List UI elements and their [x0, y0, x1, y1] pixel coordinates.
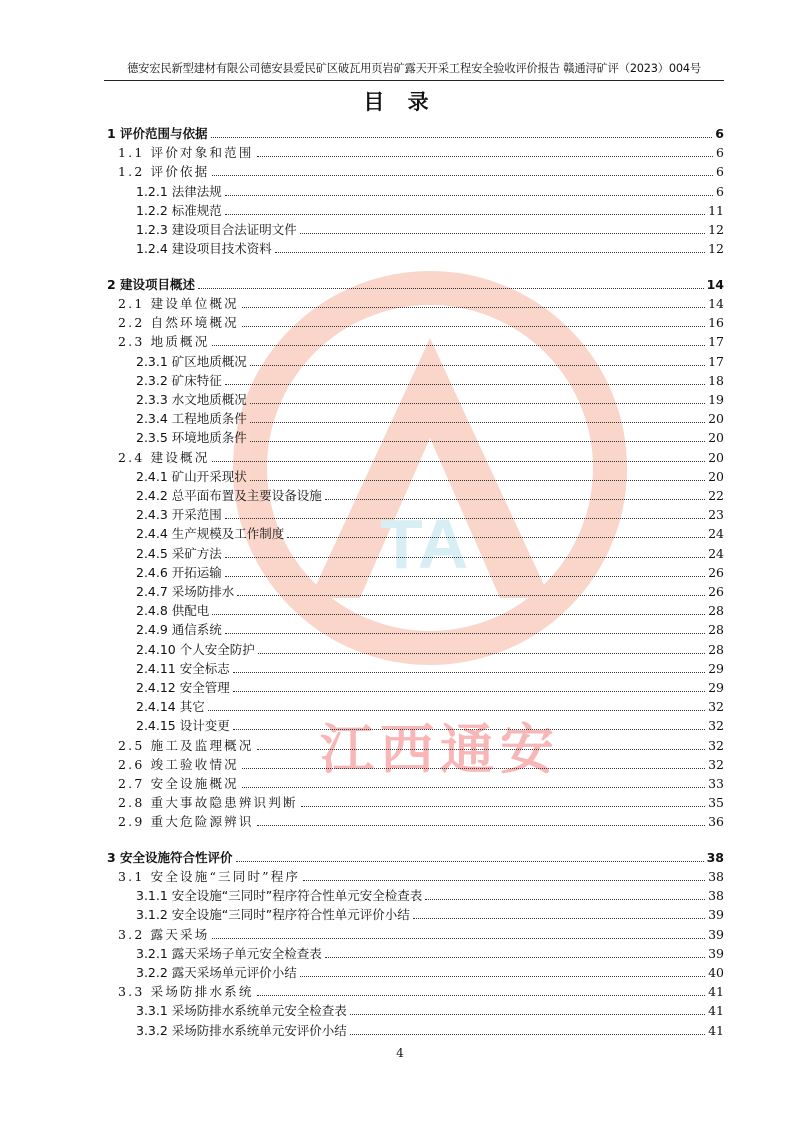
toc-entry-page: 29 [708, 679, 724, 695]
toc-entry-page: 17 [708, 353, 724, 369]
toc-leader-dots [350, 1014, 705, 1015]
toc-entry[interactable] [104, 467, 724, 485]
toc-entry-page: 26 [708, 583, 724, 599]
toc-leader-dots [236, 861, 704, 862]
toc-leader-dots [325, 957, 705, 958]
toc-entry-page: 38 [708, 869, 724, 885]
toc-entry-page: 20 [708, 468, 724, 484]
toc-entry-label: 2.3.1 矿区地质概况 [136, 353, 247, 369]
toc-entry-label: 2.4.15 设计变更 [136, 718, 230, 734]
toc-entry-label: 2.6 竣工验收情况 [118, 756, 239, 772]
toc-entry-label: 2.1 建设单位概况 [118, 295, 239, 311]
toc-entry-page: 20 [708, 430, 724, 446]
toc-entry-page: 32 [708, 756, 724, 772]
watermark-letters: TA [380, 505, 469, 583]
toc-entry[interactable] [104, 143, 724, 161]
toc-entry[interactable] [104, 1021, 724, 1039]
toc-entry-page: 20 [708, 411, 724, 427]
toc-entry-label: 3.3.1 采场防排水系统单元安全检查表 [136, 1003, 347, 1019]
toc-entry-page: 24 [708, 545, 724, 561]
toc-leader-dots [325, 499, 705, 500]
toc-entry[interactable] [104, 944, 724, 962]
toc-entry-page: 14 [708, 295, 724, 311]
toc-entry[interactable] [104, 678, 724, 696]
page-number: 4 [396, 1046, 404, 1060]
toc-entry-page: 19 [708, 391, 724, 407]
toc-leader-dots [242, 326, 705, 327]
toc-entry-page: 40 [708, 965, 724, 981]
toc-leader-dots [225, 633, 705, 634]
toc-leader-dots [225, 195, 713, 196]
toc-entry-label: 2.3 地质概况 [118, 334, 210, 350]
toc-entry-label: 3.2 露天采场 [118, 926, 210, 942]
toc-entry[interactable] [104, 716, 724, 734]
toc-entry[interactable] [104, 582, 724, 600]
toc-entry-label: 2.7 安全设施概况 [118, 775, 239, 791]
toc-leader-dots [233, 691, 705, 692]
toc-leader-dots [212, 614, 705, 615]
toc-entry-label: 3.3 采场防排水系统 [118, 984, 254, 1000]
toc-entry[interactable] [104, 544, 724, 562]
toc-entry-label: 2.2 自然环境概况 [118, 315, 239, 331]
toc-entry-label: 3.3.2 采场防排水系统单元安评价小结 [136, 1022, 347, 1038]
toc-entry[interactable] [104, 905, 724, 923]
toc-leader-dots [211, 137, 713, 138]
toc-entry-page: 35 [708, 795, 724, 811]
toc-leader-dots [212, 938, 705, 939]
toc-leader-dots [198, 288, 704, 289]
toc-entry[interactable] [104, 239, 724, 257]
toc-entry[interactable] [104, 448, 724, 466]
toc-entry-label: 2.4.14 其它 [136, 699, 205, 715]
toc-entry-page: 26 [708, 564, 724, 580]
toc-entry-page: 23 [708, 507, 724, 523]
toc-entry[interactable] [104, 275, 724, 293]
toc-entry[interactable] [104, 793, 724, 811]
toc-leader-dots [258, 653, 705, 654]
toc-entry[interactable] [104, 886, 724, 904]
toc-entry[interactable] [104, 294, 724, 312]
toc-leader-dots [250, 422, 705, 423]
toc-entry-page: 20 [708, 449, 724, 465]
toc-entry[interactable] [104, 390, 724, 408]
toc-leader-dots [413, 918, 705, 919]
toc-entry[interactable] [104, 428, 724, 446]
toc-leader-dots [303, 880, 705, 881]
toc-leader-dots [208, 710, 705, 711]
running-header: 德安宏民新型建材有限公司德安县爱民矿区破瓦用页岩矿露天开采工程安全验收评价报告 赣通浔矿评（2023）004号 [104, 58, 724, 81]
toc-entry[interactable] [104, 201, 724, 219]
toc-entry-label: 2.4 建设概况 [118, 449, 210, 465]
toc-entry[interactable] [104, 755, 724, 773]
toc-entry-label: 1 评价范围与依据 [107, 126, 208, 141]
toc-entry-page: 38 [706, 849, 724, 865]
toc-leader-dots [250, 403, 705, 404]
toc-entry-label: 1.2.1 法律法规 [136, 183, 222, 199]
toc-entry-label: 2.4.10 个人安全防护 [136, 641, 255, 657]
toc-leader-dots [242, 307, 705, 308]
toc-leader-dots [257, 156, 713, 157]
toc-entry-label: 2.3.5 环境地质条件 [136, 430, 247, 446]
toc-entry-label: 3.1.2 安全设施“三同时”程序符合性单元评价小结 [136, 907, 410, 923]
toc-entry-label: 2 建设项目概述 [107, 276, 196, 292]
toc-entry[interactable] [104, 220, 724, 238]
toc-entry-label: 3.2.1 露天采场子单元安全检查表 [136, 945, 322, 961]
toc-leader-dots [257, 749, 706, 750]
toc-leader-dots [242, 768, 705, 769]
toc-entry-page: 36 [708, 814, 724, 830]
toc-leader-dots [225, 557, 705, 558]
toc-leader-dots [350, 1034, 705, 1035]
toc-entry-label: 1.2.3 建设项目合法证明文件 [136, 222, 297, 237]
toc-entry-label: 2.4.4 生产规模及工作制度 [136, 526, 285, 542]
toc-entry-label: 1.2.4 建设项目技术资料 [136, 241, 272, 257]
toc-entry[interactable] [104, 867, 724, 885]
toc-entry-page: 39 [708, 945, 724, 961]
toc-entry-label: 2.3.4 工程地质条件 [136, 411, 247, 427]
toc-leader-dots [212, 345, 705, 346]
toc-entry-page: 6 [715, 126, 724, 141]
toc-entry-page: 41 [708, 984, 724, 1000]
toc-entry-label: 2.4.7 采场防排水 [136, 583, 235, 599]
toc-entry-label: 2.4.8 供配电 [136, 603, 210, 619]
toc-entry-page: 12 [708, 222, 724, 237]
toc-entry-page: 32 [708, 718, 724, 734]
toc-entry-label: 2.4.1 矿山开采现状 [136, 468, 247, 484]
toc-entry-label: 2.4.11 安全标志 [136, 660, 230, 676]
toc-entry-page: 16 [708, 315, 724, 331]
toc-leader-dots [257, 825, 706, 826]
toc-entry-label: 2.4.12 安全管理 [136, 679, 230, 695]
toc-leader-dots [275, 252, 705, 253]
toc-entry-label: 3 安全设施符合性评价 [107, 849, 233, 865]
toc-entry-page: 33 [708, 775, 724, 791]
toc-entry[interactable] [104, 736, 724, 754]
toc-leader-dots [225, 214, 705, 215]
toc-entry[interactable] [104, 1001, 724, 1019]
toc-entry-page: 39 [708, 926, 724, 942]
toc-entry-label: 2.9 重大危险源辨识 [118, 814, 254, 830]
toc-entry-page: 12 [708, 241, 724, 257]
toc-entry[interactable] [104, 848, 724, 866]
toc-entry-page: 11 [708, 202, 724, 218]
toc-leader-dots [212, 175, 713, 176]
page-title: 目 录 [363, 90, 437, 114]
toc-entry[interactable] [104, 620, 724, 638]
toc-entry-label: 3.1.1 安全设施“三同时”程序符合性单元安全检查表 [136, 888, 423, 904]
toc-entry-label: 2.3.3 水文地质概况 [136, 391, 247, 407]
toc-entry[interactable] [104, 486, 724, 504]
toc-entry-page: 6 [716, 164, 724, 180]
toc-leader-dots [233, 672, 705, 673]
toc-entry-label: 3.1 安全设施“三同时”程序 [118, 869, 301, 885]
toc-entry[interactable] [104, 313, 724, 331]
toc-leader-dots [257, 995, 706, 996]
toc-entry-label: 2.4.9 通信系统 [136, 622, 222, 638]
toc-entry[interactable] [104, 659, 724, 677]
toc-entry[interactable] [104, 982, 724, 1000]
toc-entry[interactable] [104, 640, 724, 658]
toc-entry-label: 2.8 重大事故隐患辨识判断 [118, 795, 298, 811]
toc-leader-dots [425, 899, 705, 900]
toc-entry-page: 28 [708, 622, 724, 638]
toc-entry-page: 41 [708, 1003, 724, 1019]
toc-entry-label: 2.5 施工及监理概况 [118, 737, 254, 753]
toc-entry-page: 6 [716, 183, 724, 199]
toc-leader-dots [300, 976, 705, 977]
toc-entry[interactable] [104, 697, 724, 715]
toc-entry-label: 2.3.2 矿床特征 [136, 372, 222, 388]
toc-entry-label: 3.2.2 露天采场单元评价小结 [136, 965, 297, 981]
toc-entry-page: 28 [708, 603, 724, 619]
toc-entry[interactable] [104, 774, 724, 792]
toc-entry-page: 29 [708, 660, 724, 676]
toc-entry-page: 17 [708, 334, 724, 350]
toc-entry[interactable] [104, 812, 724, 830]
toc-entry[interactable] [104, 352, 724, 370]
toc-entry[interactable] [104, 524, 724, 542]
toc-entry[interactable] [104, 124, 724, 142]
toc-entry-page: 28 [708, 641, 724, 657]
toc-entry[interactable] [104, 925, 724, 943]
toc-entry-label: 1.2 评价依据 [118, 164, 210, 180]
toc-entry-label: 1.2.2 标准规范 [136, 202, 222, 218]
toc-entry-page: 41 [708, 1022, 724, 1038]
toc-leader-dots [242, 787, 705, 788]
toc-entry[interactable] [104, 371, 724, 389]
toc-entry-page: 24 [708, 526, 724, 542]
toc-entry-page: 6 [716, 145, 724, 161]
toc-leader-dots [237, 595, 705, 596]
toc-entry[interactable] [104, 963, 724, 981]
toc-entry-label: 2.4.2 总平面布置及主要设备设施 [136, 487, 322, 503]
toc-leader-dots [233, 729, 705, 730]
toc-leader-dots [225, 384, 705, 385]
toc-entry[interactable] [104, 505, 724, 523]
toc-entry-page: 14 [706, 276, 724, 292]
toc-leader-dots [225, 576, 705, 577]
toc-entry-page: 32 [708, 737, 724, 753]
toc-leader-dots [250, 441, 705, 442]
toc-entry-page: 22 [708, 487, 724, 503]
toc-entry-label: 2.4.3 开采范围 [136, 507, 222, 523]
toc-leader-dots [250, 480, 705, 481]
toc-leader-dots [225, 518, 705, 519]
toc-entry[interactable] [104, 409, 724, 427]
toc-leader-dots [250, 365, 705, 366]
toc-entry-page: 32 [708, 699, 724, 715]
toc-entry-page: 18 [708, 372, 724, 388]
toc-entry-page: 39 [708, 907, 724, 923]
toc-entry[interactable] [104, 182, 724, 200]
toc-entry[interactable] [104, 563, 724, 581]
toc-leader-dots [287, 537, 705, 538]
toc-entry[interactable] [104, 332, 724, 350]
watermark-text: 江西通安 [320, 718, 560, 781]
toc-entry[interactable] [104, 162, 724, 180]
toc-entry-page: 38 [708, 888, 724, 904]
toc-entry-label: 1.1 评价对象和范围 [118, 145, 254, 161]
toc-leader-dots [301, 806, 705, 807]
toc-entry-label: 2.4.6 开拓运输 [136, 564, 222, 580]
toc-leader-dots [212, 461, 705, 462]
toc-leader-dots [300, 233, 705, 234]
toc-entry[interactable] [104, 601, 724, 619]
toc-entry-label: 2.4.5 采矿方法 [136, 545, 222, 561]
